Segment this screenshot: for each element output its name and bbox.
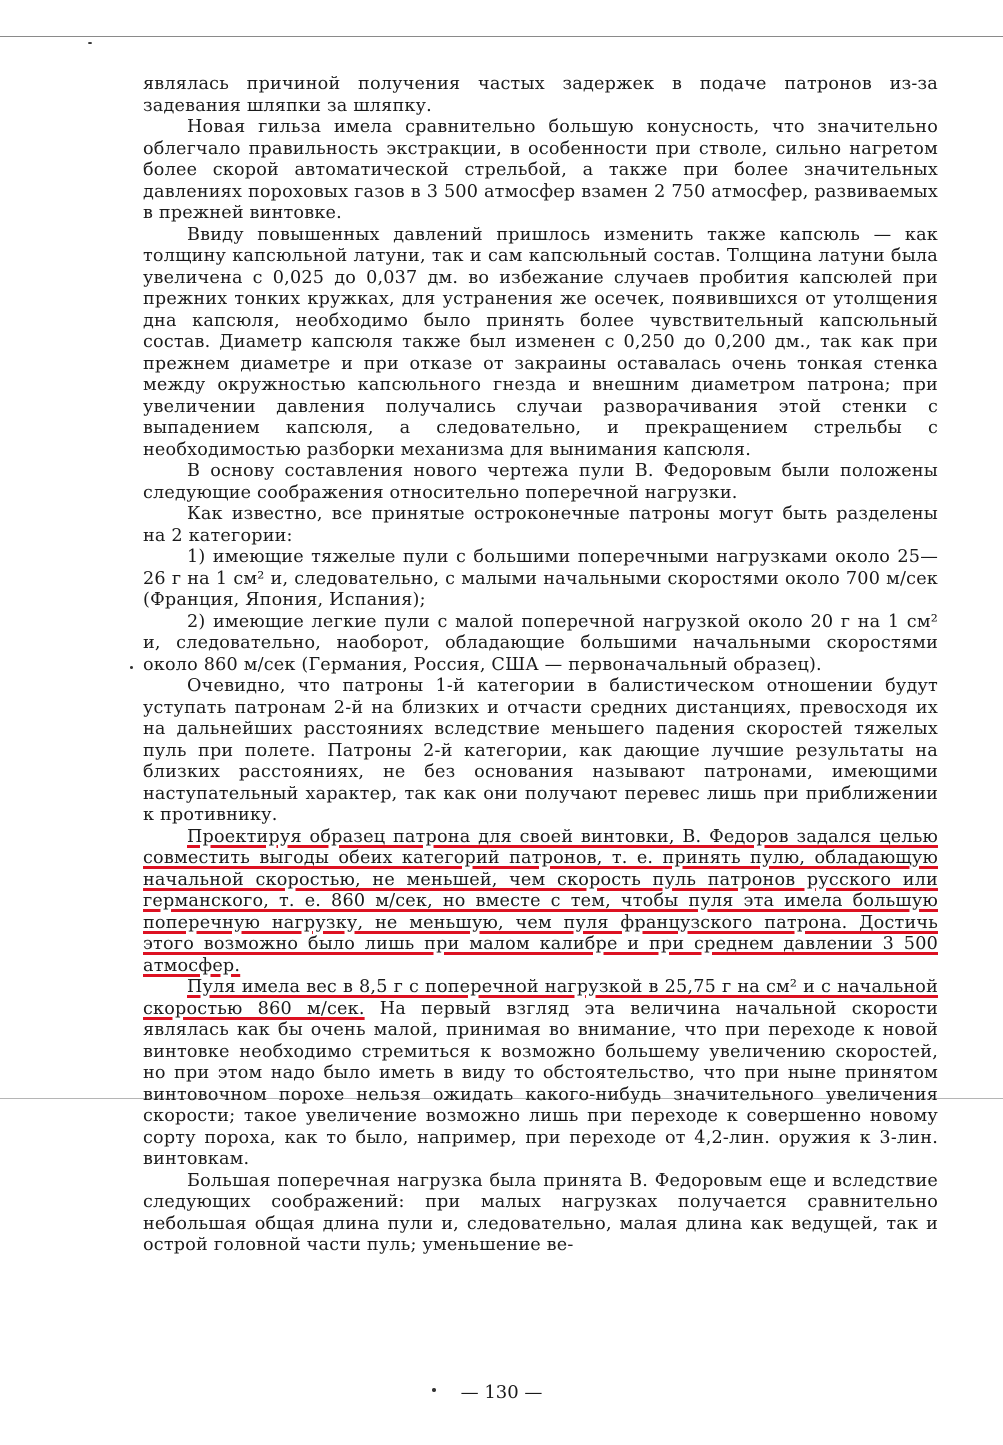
scan-speck	[130, 666, 133, 669]
top-scan-rule	[0, 36, 1003, 37]
paragraph: Как известно, все принятые остроконечные патроны могут быть разделены на 2 категории:	[143, 504, 938, 546]
paragraph: Ввиду повышенных давлений пришлось изменить также капсюль — как толщину капсюльной латуни, так и сам капсюльный состав. Толщина латуни была увеличена с 0,025 до 0,037 дм. во избежание случаев пробития капсюлей при прежних тонких кружках, для устранения же осечек, появившихся от утолщения дна капсюля, необходимо было принять более чувствительный капсюльный состав. Диаметр капсюля также был изменен с 0,250 до 0,200 дм., так как при прежнем диаметре и при отказе от закраины оставалась очень тонкая стенка между окружностью капсюльного гнезда и внешним диаметром патрона; при увеличении давления получались случаи разворачивания этой стенки с выпадением капсюля, а следовательно, и прекращением стрельбы с необходимостью разборки механизма для вынимания капсюля.	[143, 224, 938, 460]
list-item: 1) имеющие тяжелые пули с большими поперечными нагрузками около 25—26 г на 1 см² и, следовательно, с малыми начальными скоростями около 700 м/сек (Франция, Япония, Испания);	[143, 547, 938, 610]
scan-speck	[88, 42, 92, 44]
paragraph: Очевидно, что патроны 1-й категории в балистическом отношении будут уступать патронам 2-й на близких и отчасти средних дистанциях, превосходя их на дальнейших расстояниях вследствие меньшего падения скоростей тяжелых пуль при полете. Патроны 2-й категории, как дающие лучшие результаты на близких расстояниях, не без основания называют патронами, имеющими наступательный характер, так как они получают перевес лишь при приближении к противнику.	[143, 676, 938, 825]
page-number: — 130 —	[460, 1382, 543, 1403]
paragraph-continuation: На первый взгляд эта величина начальной скорости являлась как бы очень малой, принимая во внимание, что при переходе к новой винтовке необходимо стремиться к возможно большему увеличению скоростей, но при этом надо было иметь в виду то обстоятельство, что при ныне принятом винтовочном порохе нельзя ожидать какого-нибудь значительного увеличения скорости; такое увеличение возможно лишь при переходе к совершенно новому сорту пороха, как то было, например, при переходе от 4,2-лин. оружия к 3-лин. винтовкам.	[143, 998, 938, 1169]
paragraph: являлась причиной получения частых задержек в подаче патронов из-за задевания шляпки за шляпку.	[143, 74, 938, 116]
paragraph: В основу составления нового чертежа пули В. Федоровым были положены следующие соображения относительно поперечной нагрузки.	[143, 461, 938, 503]
paragraph-highlighted	[143, 827, 938, 978]
list-item: 2) имеющие легкие пули с малой поперечной нагрузкой около 20 г на 1 см² и, следовательно, наоборот, обладающие большими начальными скоростями около 860 м/сек (Германия, Россия, США — первоначальный образец).	[143, 611, 938, 675]
paragraph: Большая поперечная нагрузка была принята В. Федоровым еще и вследствие следующих соображений: при малых нагрузках получается сравнительно небольшая общая длина пули и, следовательно, малая длина как ведущей, так и острой головной части пуль; уменьшение ве-	[143, 1170, 938, 1255]
paragraph: Новая гильза имела сравнительно большую конусность, что значительно облегчало правильность экстракции, в особенности при стволе, сильно нагретом более скорой автоматической стрельбой, а также при более значительных давлениях пороховых газов в 3 500 атмосфер взамен 2 750 атмосфер, развиваемых в прежней винтовке.	[143, 117, 938, 223]
paragraph-partly-highlighted	[143, 977, 938, 1171]
page-body	[143, 74, 938, 1257]
underlined-passage: Проектируя образец патрона для своей винтовки, В. Федоров задался целью совместить выгоды обеих категорий патронов, т. е. принять пулю, обладающую начальной скоростью, не меньшей, чем скорость пуль патронов русского или германского, т. е. 860 м/сек, но вместе с тем, чтобы пуля эта имела большую поперечную нагрузку, не меньшую, чем пуля французского патрона. Достичь этого возможно было лишь при малом калибре и при среднем давлении 3 500 атмосфер.	[143, 826, 938, 976]
underlined-passage: Пуля имела вес в 8,5 г с поперечной нагрузкой в 25,75 г на см² и с начальной скоростью 860 м/сек.	[143, 977, 938, 1019]
